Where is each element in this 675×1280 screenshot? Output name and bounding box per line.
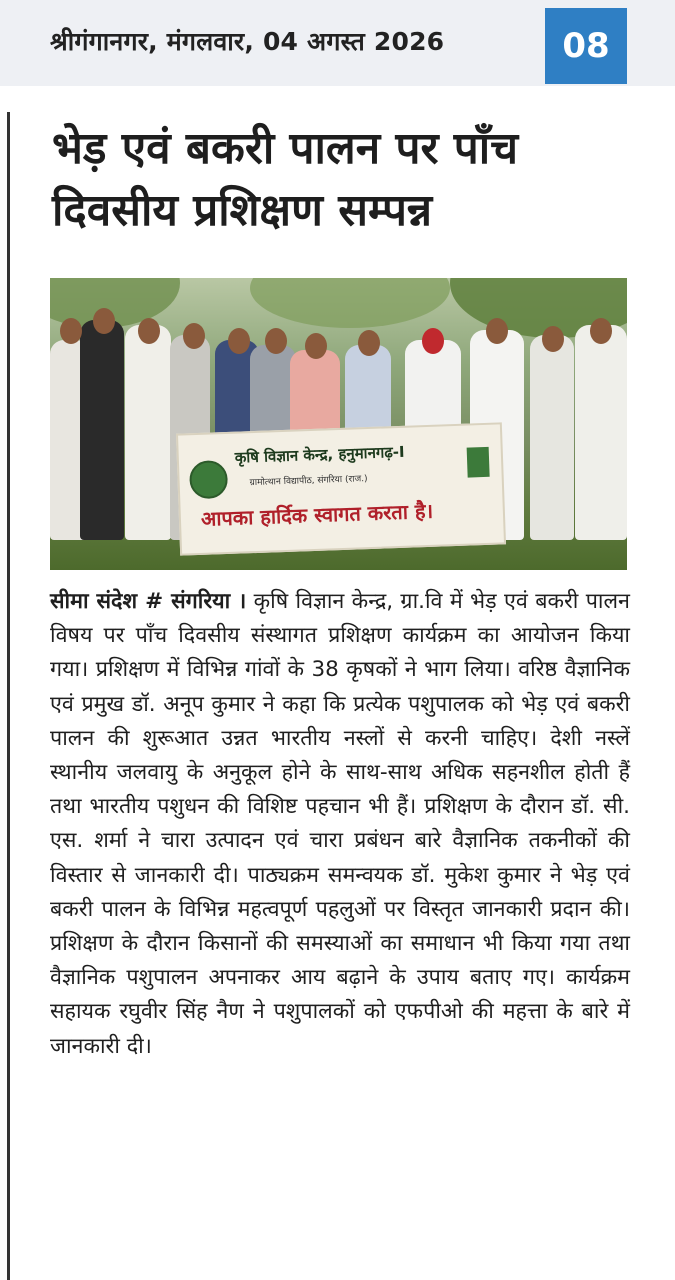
person-figure xyxy=(530,335,574,540)
article-dateline: सीमा संदेश # संगरिया । xyxy=(50,589,247,614)
article-body xyxy=(50,585,630,1064)
person-head xyxy=(93,308,115,334)
headline xyxy=(52,118,642,242)
headline-line-2: दिवसीय प्रशिक्षण सम्पन्न xyxy=(52,185,433,236)
person-figure xyxy=(125,325,171,540)
column-rule xyxy=(7,112,10,1280)
person-head xyxy=(138,318,160,344)
welcome-banner xyxy=(176,422,506,555)
banner-subtitle: ग्रामोत्थान विद्यापीठ, संगरिया (राज.) xyxy=(249,474,368,489)
person-head xyxy=(358,330,380,356)
page-number-badge: 08 xyxy=(545,8,627,84)
news-photo xyxy=(50,278,627,570)
person-head xyxy=(542,326,564,352)
person-figure xyxy=(575,325,627,540)
person-head xyxy=(265,328,287,354)
person-head xyxy=(228,328,250,354)
person-head xyxy=(183,323,205,349)
person-figure xyxy=(80,320,124,540)
dateline: श्रीगंगानगर, मंगलवार, 04 अगस्त 2026 xyxy=(50,27,445,56)
banner-title: कृषि विज्ञान केन्द्र, हनुमानगढ़-I xyxy=(234,442,405,467)
turban xyxy=(422,328,444,354)
person-head xyxy=(486,318,508,344)
kvk-emblem-icon xyxy=(189,460,228,499)
headline-line-1: भेड़ एवं बकरी पालन पर पाँच xyxy=(52,123,519,174)
tree-foliage xyxy=(250,278,450,328)
banner-welcome: आपका हार्दिक स्वागत करता है। xyxy=(200,498,434,531)
person-head xyxy=(60,318,82,344)
article-text: कृषि विज्ञान केन्द्र, ग्रा.वि में भेड़ एवं बकरी पालन विषय पर पाँच दिवसीय संस्थागत प्रशिक्षण कार्यक्रम का आयोजन किया गया। प्रशिक्षण में विभिन्न गांवों के 38 कृषकों ने भाग लिया। वरिष्ठ वैज्ञानिक एवं प्रमुख डॉ. अनूप कुमार ने कहा कि प्रत्येक पशुपालक को भेड़ एवं बकरी पालन की शुरूआत उन्नत भारतीय नस्लों से करनी चाहिए। देशी नस्लें स्थानीय जलवायु के अनुकूल होने के साथ-साथ अधिक सहनशील होती हैं तथा भारतीय पशुधन की विशिष्ट पहचान भी हैं। प्रशिक्षण के दौरान डॉ. सी. एस. शर्मा ने चारा उत्पादन एवं चारा प्रबंधन बारे वैज्ञानिक तकनीकों की विस्तार से जानकारी दी। पाठ्यक्रम समन्वयक डॉ. मुकेश कुमार ने भेड़ एवं बकरी पालन के विभिन्न महत्वपूर्ण पहलुओं पर विस्तृत जानकारी प्रदान की। प्रशिक्षण के दौरान किसानों की समस्याओं का समाधान भी किया गया तथा वैज्ञानिक पशुपालन अपनाकर आय बढ़ाने के उपाय बताए गए। कार्यक्रम सहायक रघुवीर सिंह नैण ने पशुपालकों को एफपीओ की महत्ता के बारे में जानकारी दी। xyxy=(50,589,630,1059)
person-head xyxy=(590,318,612,344)
person-head xyxy=(305,333,327,359)
